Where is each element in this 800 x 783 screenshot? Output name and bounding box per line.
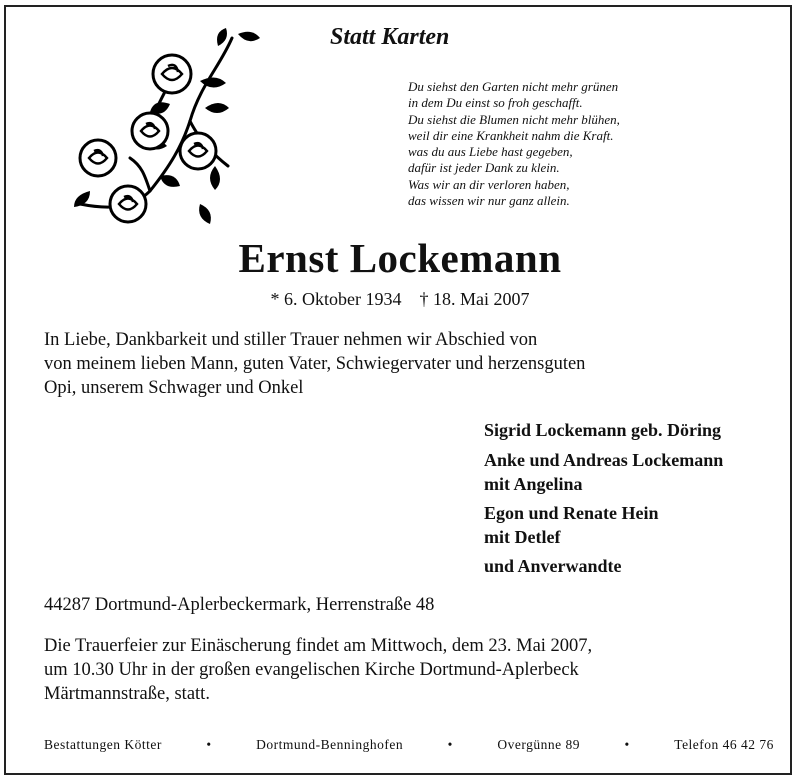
footer-separator: • bbox=[206, 737, 212, 752]
poem-line: was du aus Liebe hast gegeben, bbox=[408, 144, 573, 160]
poem-line: Was wir an dir verloren haben, bbox=[408, 176, 570, 192]
undertaker-name: Bestattungen Kötter bbox=[44, 737, 162, 752]
intro-line: In Liebe, Dankbarkeit und stiller Trauer nehmen wir Abschied von bbox=[44, 330, 538, 350]
undertaker-location: Dortmund-Benninghofen bbox=[256, 737, 404, 752]
service-line: Märtmannstraße, statt. bbox=[44, 684, 210, 704]
service-info bbox=[44, 634, 592, 706]
service-line: um 10.30 Uhr in der großen evangelischen Kirche Dortmund-Aplerbeck bbox=[44, 660, 579, 680]
undertaker-street: Overgünne 89 bbox=[497, 737, 580, 752]
poem bbox=[408, 79, 620, 209]
mourner-line: Egon und Renate Hein bbox=[484, 503, 659, 523]
poem-line: dafür ist jeder Dank zu klein. bbox=[408, 160, 560, 176]
service-line: Die Trauerfeier zur Einäscherung findet am Mittwoch, dem 23. Mai 2007, bbox=[44, 636, 593, 656]
deceased-name: Ernst Lockemann bbox=[238, 235, 562, 281]
undertaker-footer bbox=[44, 737, 774, 753]
rose-branch-icon bbox=[50, 26, 260, 231]
life-dates bbox=[0, 289, 800, 310]
mourner-line: Sigrid Lockemann geb. Döring bbox=[484, 420, 722, 440]
intro-line: Opi, unserem Schwager und Onkel bbox=[44, 378, 304, 398]
poem-line: Du siehst die Blumen nicht mehr blühen, bbox=[408, 111, 620, 127]
mourner-line: Anke und Andreas Lockemann bbox=[484, 450, 724, 470]
death-date: † 18. Mai 2007 bbox=[419, 289, 530, 309]
poem-line: das wissen wir nur ganz allein. bbox=[408, 193, 570, 209]
family-address: 44287 Dortmund-Aplerbeckermark, Herrenstraße 48 bbox=[44, 595, 435, 615]
intro-text bbox=[44, 328, 585, 400]
mourner-line: und Anverwandte bbox=[484, 556, 622, 576]
poem-line: in dem Du einst so froh geschafft. bbox=[408, 95, 583, 111]
footer-separator: • bbox=[447, 737, 453, 752]
birth-date: * 6. Oktober 1934 bbox=[270, 289, 402, 309]
poem-line: weil dir eine Krankheit nahm die Kraft. bbox=[408, 127, 614, 143]
mourner-line: mit Angelina bbox=[484, 474, 583, 494]
notice-heading: Statt Karten bbox=[330, 24, 450, 50]
intro-line: von meinem lieben Mann, guten Vater, Schwiegervater und herzensguten bbox=[44, 354, 586, 374]
mourner-entry bbox=[484, 448, 723, 496]
footer-separator: • bbox=[624, 737, 630, 752]
mourner-entry bbox=[484, 501, 659, 549]
mourner-entry bbox=[484, 554, 622, 578]
undertaker-phone: Telefon 46 42 76 bbox=[674, 737, 774, 752]
mourner-line: mit Detlef bbox=[484, 527, 561, 547]
poem-line: Du siehst den Garten nicht mehr grünen bbox=[408, 79, 619, 94]
mourner-entry bbox=[484, 418, 721, 442]
